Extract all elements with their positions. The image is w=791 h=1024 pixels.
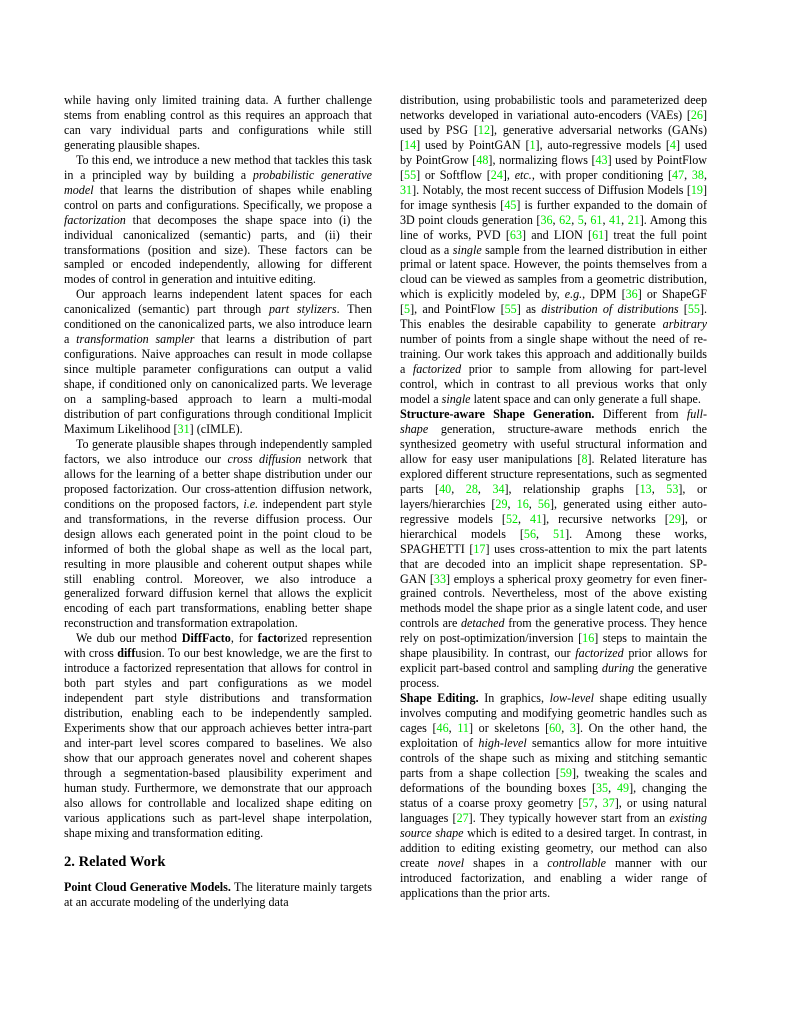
text-run: shapes in a xyxy=(464,855,548,870)
bold-text: Point Cloud Generative Models. xyxy=(64,879,231,894)
italic-text: part stylizers xyxy=(269,302,337,317)
citation-link[interactable]: 61 xyxy=(590,212,603,227)
text-run: ] or ShapeGF [ xyxy=(400,287,707,317)
text-run: , xyxy=(621,212,628,227)
citation-link[interactable]: 3 xyxy=(569,721,576,736)
text-run: the generative process. xyxy=(400,661,708,691)
text-run: semantics allow for more intuitive controls of the shape such as mixing and stitching semantic parts from a shape collection [ xyxy=(400,735,707,780)
bold-text: Shape Editing. xyxy=(400,691,479,706)
text-run: , DPM [ xyxy=(582,287,626,302)
citation-link[interactable]: 56 xyxy=(537,496,550,511)
citation-link[interactable]: 47 xyxy=(672,167,685,182)
text-run: , xyxy=(684,167,692,182)
citation-link[interactable]: 36 xyxy=(625,287,638,302)
italic-text: factorized xyxy=(412,362,462,377)
italic-text: i.e. xyxy=(243,496,259,511)
text-run: ] treat the full point cloud as a xyxy=(400,227,708,257)
citation-link[interactable]: 61 xyxy=(592,227,605,242)
citation-link[interactable]: 51 xyxy=(552,526,566,541)
citation-link[interactable]: 49 xyxy=(617,780,630,795)
citation-link[interactable]: 34 xyxy=(492,481,505,496)
text-run: , xyxy=(608,780,617,795)
text-run: ] used by PointFlow [ xyxy=(400,152,707,182)
text-run: , xyxy=(583,212,591,227)
citation-link[interactable]: 55 xyxy=(504,302,517,317)
text-run: from the generative process. They hence rely on post-optimization/inversion [ xyxy=(400,616,707,646)
citation-link[interactable]: 14 xyxy=(404,137,417,152)
italic-text: arbitrary xyxy=(662,317,707,332)
text-run: , xyxy=(561,721,570,736)
text-run: , xyxy=(477,481,493,496)
text-run: ] as xyxy=(516,302,542,317)
paragraph xyxy=(64,631,372,840)
citation-link[interactable]: 31 xyxy=(400,182,413,197)
text-run: , xyxy=(602,212,610,227)
section-heading-related-work: 2. Related Work xyxy=(64,853,166,870)
italic-text: detached xyxy=(460,616,505,631)
italic-text: factorized xyxy=(575,646,624,661)
text-run: distribution, using probabilistic tools and parameterized deep networks developed in variational auto-encoders (VAEs) [ xyxy=(400,93,707,122)
citation-link[interactable]: 48 xyxy=(476,152,489,167)
text-run: that decomposes the shape space into (i) the individual canonicalized (semantic) parts, and (ii) their transformations (position and size). These factors can be sampled or encoded independently, allowing for different modes of control in generation and intuitive editing. xyxy=(64,212,372,287)
citation-link[interactable]: 40 xyxy=(439,481,452,496)
related-work-paragraphs-continued xyxy=(400,93,707,900)
citation-link[interactable]: 21 xyxy=(627,212,640,227)
text-run: , xyxy=(518,511,531,526)
text-run: generation, structure-aware methods enrich the synthesized geometry with useful structural information and allow for easy user manipulations [ xyxy=(400,421,707,466)
citation-link[interactable]: 57 xyxy=(582,795,595,810)
text-run: rized represention with cross xyxy=(64,631,373,661)
paragraph xyxy=(64,437,372,631)
citation-link[interactable]: 5 xyxy=(404,302,411,317)
text-run: ]. Among these works, SPAGHETTI [ xyxy=(400,526,708,556)
citation-link[interactable]: 55 xyxy=(687,302,700,317)
citation-link[interactable]: 24 xyxy=(490,167,503,182)
citation-link[interactable]: 1 xyxy=(529,137,536,152)
citation-link[interactable]: 41 xyxy=(530,511,543,526)
text-run: shape editing usually involves computing and modifying geometric handles such as cages [ xyxy=(400,691,707,736)
text-run: ], changing the status of a coarse proxy geometry [ xyxy=(400,780,708,810)
text-run: while having only limited training data. A further challenge stems from enabling control as this requires an approach that can vary individual parts and configurations while still generating plausible shapes. xyxy=(64,93,372,152)
citation-link[interactable]: 16 xyxy=(516,496,529,511)
right-column xyxy=(400,93,707,900)
citation-link[interactable]: 31 xyxy=(177,421,190,436)
citation-link[interactable]: 8 xyxy=(581,451,588,466)
intro-paragraphs xyxy=(64,93,372,841)
bold-text: facto xyxy=(257,631,284,646)
text-run: ], or layers/hierarchies [ xyxy=(400,481,708,511)
citation-link[interactable]: 4 xyxy=(669,137,676,152)
citation-link[interactable]: 53 xyxy=(666,481,679,496)
text-run: ]. Notably, the most recent success of Diffusion Models [ xyxy=(412,182,691,197)
italic-text: existing source shape xyxy=(400,810,707,840)
citation-link[interactable]: 55 xyxy=(404,167,417,182)
citation-link[interactable]: 17 xyxy=(473,541,486,556)
citation-link[interactable]: 38 xyxy=(691,167,704,182)
text-run: ] for image synthesis [ xyxy=(400,182,707,212)
citation-link[interactable]: 33 xyxy=(433,571,447,586)
text-run: independent part style and transformations, in the reverse diffusion process. Our design allows each generated point in the point cloud to be informed of both the global shape as well as the local part, resulting in more plausible and coherent output shapes while still enabling control. Moreover, we also introduce a generalized forward diffusion kernel that allows the explicit encoding of each part transformations, enabling better shape reconstruction and transformation extrapolation. xyxy=(64,496,372,631)
citation-link[interactable]: 5 xyxy=(577,212,584,227)
text-run: ] steps to maintain the shape plausibility. In contrast, our xyxy=(400,631,707,661)
text-run: , xyxy=(594,795,603,810)
citation-link[interactable]: 19 xyxy=(690,182,703,197)
text-run: ], and PointFlow [ xyxy=(410,302,505,317)
citation-link[interactable]: 28 xyxy=(465,481,478,496)
text-run: ] or skeletons [ xyxy=(468,721,550,736)
text-run: ] uses cross-attention to mix the part latents that are decoded into an implicit shape representation. SP-GAN [ xyxy=(400,541,707,586)
text-run: , xyxy=(703,167,707,182)
text-run: ] or Softflow [ xyxy=(416,167,491,182)
text-run: network that allows for the learning of a better shape distribution under our proposed factorization. Our cross-attention diffusion network, conditions on the proposed factors, xyxy=(64,451,372,511)
citation-link[interactable]: 29 xyxy=(668,511,681,526)
text-run: , xyxy=(571,212,578,227)
citation-link[interactable]: 59 xyxy=(559,765,572,780)
italic-text: distribution of distributions xyxy=(541,302,679,317)
text-run: latent space and can only generate a full shape. xyxy=(470,392,701,407)
citation-link[interactable]: 56 xyxy=(523,526,537,541)
text-run: , xyxy=(448,721,458,736)
italic-text: single xyxy=(452,242,482,257)
citation-link[interactable]: 26 xyxy=(690,107,703,122)
text-run: ], or hierarchical models [ xyxy=(400,511,707,541)
italic-text: probabilistic generative model xyxy=(64,167,372,197)
text-run: ], normalizing flows [ xyxy=(488,152,596,167)
italic-text: cross diffusion xyxy=(227,451,302,466)
text-run: ] (cIMLE). xyxy=(189,421,243,436)
paragraph xyxy=(64,153,372,288)
citation-link[interactable]: 46 xyxy=(436,721,449,736)
paragraph xyxy=(64,93,372,153)
italic-text: full-shape xyxy=(400,407,708,436)
text-run: In graphics, xyxy=(478,691,550,706)
text-run: , xyxy=(507,496,517,511)
left-column xyxy=(64,93,372,910)
paragraph xyxy=(64,880,372,910)
text-run: We dub our method xyxy=(76,631,182,646)
bold-text: DiffFacto xyxy=(181,631,231,646)
text-run: ] employs a spherical proxy geometry for even finer-grained controls. Nevertheless, most of the above existing methods model the shape prior as a single latent code, and user controls are xyxy=(400,571,707,631)
text-run: ] used by PointGAN [ xyxy=(416,137,530,152)
text-run: To this end, we introduce a new method that tackles this task in a principled way by building a xyxy=(64,152,372,182)
related-work-paragraphs xyxy=(64,880,372,910)
text-run: ], xyxy=(502,167,515,182)
text-run: ] and LION [ xyxy=(522,227,593,242)
text-run: . Then conditioned on the canonicalized parts, we also introduce learn a xyxy=(64,302,372,347)
italic-text: transformation sampler xyxy=(76,332,195,347)
citation-link[interactable]: 52 xyxy=(505,511,519,526)
text-run: ], recursive networks [ xyxy=(542,511,669,526)
italic-text: during xyxy=(601,661,635,676)
text-run: The literature mainly targets at an accurate modeling of the underlying data xyxy=(64,879,372,909)
text-run: , xyxy=(536,526,553,541)
italic-text: high-level xyxy=(478,735,527,750)
text-run: usion. To our best knowledge, we are the first to introduce a factorized representation that allows for control in both part styles and part configurations as we model independent part style distributions and transformation distribution, enabling each to be independently sampled. Experiments show that our approach achieves better intra-part and inter-part level scores compared to baselines. We also show that our approach generates novel and coherent shapes through a segmentation-based plausibility experiment and human study. Furthermore, we demonstrate that our approach also allows for controllable and localized shape editing on various applications such as part-level shape interpolation, shape mixing and transformation editing. xyxy=(64,646,373,840)
text-run: ]. Related literature has explored different structure representations, such as segmented parts [ xyxy=(400,451,707,496)
text-run: ], tweaking the scales and deformations of the bounding boxes [ xyxy=(400,765,707,795)
paragraph xyxy=(400,93,707,407)
text-run: number of points from a single shape without the need of re-training. Our work takes this approach and additionally builds a xyxy=(400,332,707,377)
paragraph xyxy=(400,691,707,900)
text-run: that learns a distribution of part configurations. Naive approaches can result in mode collapse since multiple parameter configurations can output a valid shape, if conditioned only on canonicalized parts. We leverage on a sampling-based approach to learn a multi-modal distribution of part configurations through conditional Implicit Maximum Likelihood [ xyxy=(64,332,372,436)
text-run: prior allows for explicit part-based control and sampling xyxy=(400,646,707,676)
citation-link[interactable]: 36 xyxy=(540,212,553,227)
text-run: Different from xyxy=(594,407,687,422)
text-run: that learns the distribution of shapes while enabling control on parts and configurations. Specifically, we propose a xyxy=(64,182,372,212)
italic-text: novel xyxy=(437,855,465,870)
italic-text: factorization xyxy=(64,212,126,227)
citation-link[interactable]: 11 xyxy=(457,721,469,736)
paragraph xyxy=(64,287,372,437)
citation-link[interactable]: 16 xyxy=(582,631,595,646)
text-run: ] is further expanded to the domain of 3D point clouds generation [ xyxy=(400,197,707,227)
text-run: , xyxy=(451,481,466,496)
citation-link[interactable]: 45 xyxy=(504,197,517,212)
text-run: ], or using natural languages [ xyxy=(400,795,707,825)
text-run: prior to sample from allowing for part-level control, which in contrast to all previous works that only model a xyxy=(400,362,707,407)
citation-link[interactable]: 12 xyxy=(477,122,490,137)
italic-text: single xyxy=(441,392,471,407)
bold-text: Structure-aware Shape Generation. xyxy=(400,407,595,422)
citation-link[interactable]: 62 xyxy=(559,212,572,227)
paragraph xyxy=(400,407,707,691)
citation-link[interactable]: 37 xyxy=(602,795,615,810)
citation-link[interactable]: 60 xyxy=(549,721,562,736)
text-run: ], relationship graphs [ xyxy=(504,481,640,496)
text-run: ] used by PointGrow [ xyxy=(400,137,707,167)
text-run: sample from the learned distribution in either primal or latent space. However, the points themselves from a cloud can be viewed as samples from a geometric distribution, which is explicitly modeled by, xyxy=(400,242,707,302)
text-run: , xyxy=(651,481,667,496)
citation-link[interactable]: 35 xyxy=(596,780,609,795)
text-run: To generate plausible shapes through independently sampled factors, we also introduce our xyxy=(64,436,372,466)
text-run: ]. They typically however start from an xyxy=(468,810,670,825)
italic-text: low-level xyxy=(549,691,594,706)
citation-link[interactable]: 29 xyxy=(495,496,508,511)
text-run: ] used by PSG [ xyxy=(400,107,707,137)
citation-link[interactable]: 41 xyxy=(609,212,622,227)
text-run: , with proper conditioning [ xyxy=(531,167,673,182)
text-run: , xyxy=(528,496,538,511)
italic-text: controllable xyxy=(547,855,606,870)
italic-text: etc. xyxy=(514,167,532,182)
text-run: Our approach learns independent latent spaces for each canonicalized (semantic) part through xyxy=(64,287,372,317)
citation-link[interactable]: 43 xyxy=(595,152,608,167)
citation-link[interactable]: 63 xyxy=(509,227,522,242)
text-run: ], auto-regressive models [ xyxy=(535,137,670,152)
citation-link[interactable]: 13 xyxy=(639,481,652,496)
text-run: [ xyxy=(678,302,688,317)
text-run: ]. This enables the desirable capability to generate xyxy=(400,302,707,332)
italic-text: e.g. xyxy=(564,287,583,302)
text-run: , xyxy=(552,212,560,227)
text-run: ], generated using either auto-regressive models [ xyxy=(400,496,707,526)
text-run: , for xyxy=(230,631,258,646)
text-run: manner with our introduced factorization, and enabling a wider range of applications than the prior arts. xyxy=(400,855,707,900)
text-run: ]. Among this line of works, PVD [ xyxy=(400,212,707,242)
text-run: which is edited to a desired target. In contrast, in addition to editing existing geometry, our method can also create xyxy=(400,825,707,870)
citation-link[interactable]: 27 xyxy=(456,810,469,825)
text-run: ], generative adversarial networks (GANs) [ xyxy=(400,122,707,152)
text-run: ]. On the other hand, the exploitation of xyxy=(400,721,707,750)
bold-text: diff xyxy=(117,646,136,661)
